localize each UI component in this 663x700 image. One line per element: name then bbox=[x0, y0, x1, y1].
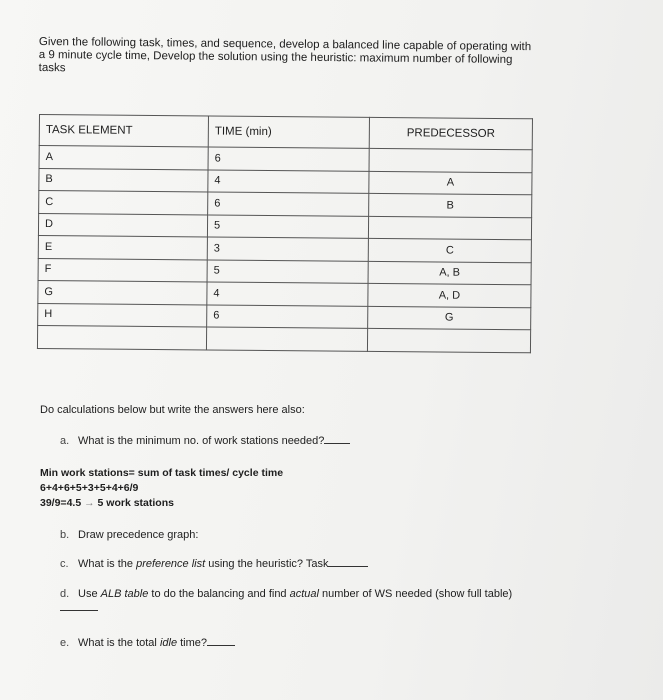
work-line-3 bbox=[40, 496, 283, 511]
question-e-emphasis: idle bbox=[159, 637, 178, 649]
table-header-row bbox=[39, 115, 532, 150]
task-cell: D bbox=[38, 213, 207, 237]
task-cell: A bbox=[39, 146, 208, 170]
work-calculation bbox=[40, 466, 283, 511]
header-predecessor: PREDECESSOR bbox=[369, 117, 532, 149]
question-c-text-2: using the heuristic? Task bbox=[205, 558, 329, 570]
question-b-text: Draw precedence graph: bbox=[78, 529, 199, 541]
time-cell: 4 bbox=[207, 282, 368, 306]
work-line-2: 6+4+6+5+3+5+4+6/9 bbox=[40, 482, 139, 494]
time-cell: 5 bbox=[207, 259, 368, 283]
predecessor-cell: B bbox=[369, 193, 532, 217]
work-line-1: Min work stations= sum of task times/ cycle time bbox=[40, 467, 284, 479]
question-e-label: e. bbox=[60, 637, 70, 649]
predecessor-cell: A bbox=[369, 171, 532, 195]
question-a-label: a. bbox=[60, 435, 70, 447]
answer-blank-e[interactable] bbox=[207, 636, 235, 646]
question-c-text-1: What is the bbox=[78, 558, 137, 570]
task-table bbox=[37, 114, 533, 353]
question-c bbox=[60, 557, 368, 571]
question-d-emphasis-2: actual bbox=[289, 588, 319, 600]
question-e-text-2: time? bbox=[177, 637, 208, 649]
table-row bbox=[37, 325, 530, 352]
task-cell: B bbox=[39, 168, 208, 192]
task-cell: C bbox=[39, 191, 208, 215]
question-d-text-2: to do the balancing and find bbox=[148, 588, 290, 600]
question-c-emphasis: preference list bbox=[136, 558, 206, 570]
question-d-label: d. bbox=[60, 588, 70, 600]
question-b-label: b. bbox=[60, 529, 70, 541]
question-a bbox=[60, 434, 350, 448]
predecessor-cell: A, B bbox=[368, 261, 531, 285]
task-cell bbox=[37, 325, 206, 349]
time-cell bbox=[206, 327, 367, 351]
answer-blank-a[interactable] bbox=[324, 434, 350, 444]
question-c-label: c. bbox=[60, 558, 69, 570]
question-d-emphasis-1: ALB table bbox=[100, 588, 149, 600]
question-e-text-1: What is the total bbox=[78, 637, 160, 649]
task-cell: G bbox=[38, 280, 207, 304]
problem-statement: Given the following task, times, and sequence, develop a balanced line capable of operating with a 9 minute cycle time, Develop the solution using the heuristic: maximum number of following tasks bbox=[38, 36, 532, 75]
work-result: 39/9=4.5 bbox=[40, 497, 82, 509]
work-answer: 5 work stations bbox=[97, 497, 174, 509]
time-cell: 6 bbox=[208, 192, 369, 216]
time-cell: 4 bbox=[208, 169, 369, 193]
question-a-text: What is the minimum no. of work stations needed? bbox=[78, 435, 325, 447]
task-cell: E bbox=[38, 235, 207, 259]
question-e bbox=[60, 636, 235, 650]
question-b bbox=[60, 528, 198, 542]
question-d-text-3: number of WS needed (show full table) bbox=[318, 588, 513, 600]
predecessor-cell bbox=[367, 328, 530, 352]
answer-blank-d[interactable] bbox=[60, 601, 98, 611]
time-cell: 6 bbox=[208, 147, 369, 171]
question-d-text-1: Use bbox=[78, 588, 101, 600]
predecessor-cell: G bbox=[368, 306, 531, 330]
task-cell: H bbox=[38, 303, 207, 327]
instructions: Do calculations below but write the answers here also: bbox=[40, 404, 305, 416]
predecessor-cell bbox=[368, 216, 531, 240]
task-cell: F bbox=[38, 258, 207, 282]
time-cell: 3 bbox=[207, 237, 368, 261]
time-cell: 5 bbox=[207, 214, 368, 238]
header-task-element: TASK ELEMENT bbox=[39, 115, 208, 147]
header-time: TIME (min) bbox=[208, 116, 369, 148]
predecessor-cell: C bbox=[368, 238, 531, 262]
answer-blank-c[interactable] bbox=[328, 557, 368, 567]
question-d bbox=[60, 587, 520, 615]
predecessor-cell: A, D bbox=[368, 283, 531, 307]
time-cell: 6 bbox=[207, 304, 368, 328]
predecessor-cell bbox=[369, 148, 532, 172]
arrow-icon: → bbox=[84, 497, 95, 509]
